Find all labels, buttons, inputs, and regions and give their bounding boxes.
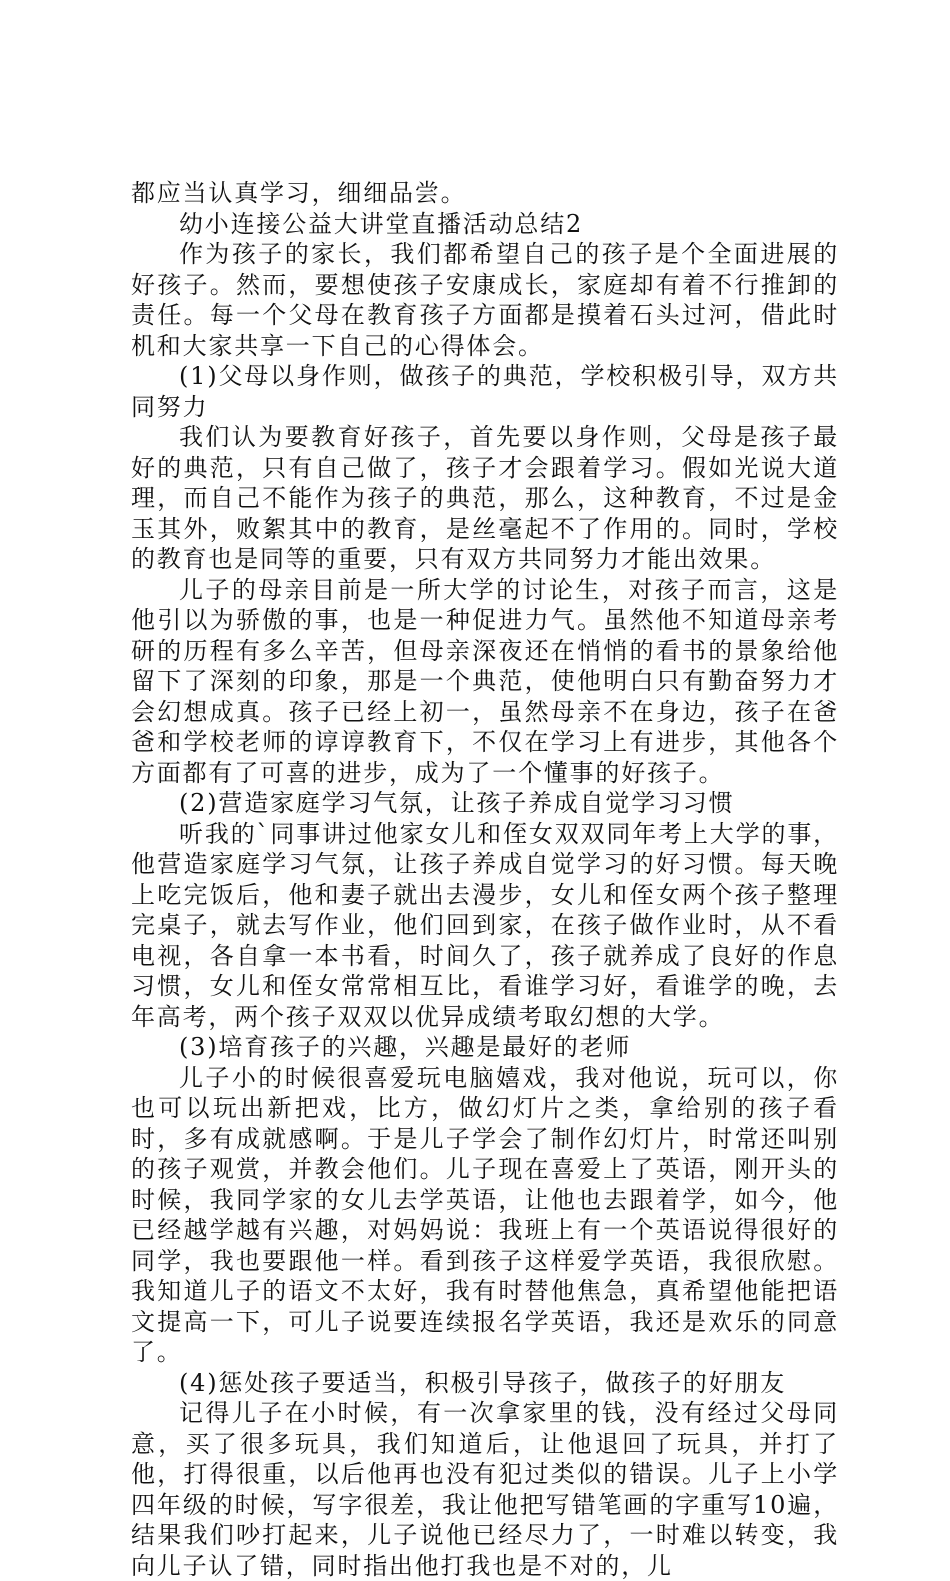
section-heading-3: (3)培育孩子的兴趣，兴趣是最好的老师 — [179, 1033, 632, 1061]
paragraph: 儿子小的时候很喜爱玩电脑嬉戏，我对他说，玩可以，你也可以玩出新把戏，比方，做幻灯片之类，拿给别的孩子看时，多有成就感啊。于是儿子学会了制作幻灯片，时常还叫别的孩子观赏，并教会他们。儿子现在喜爱上了英语，刚开头的时候，我同学家的女儿去学英语，让他也去跟着学，如今，他已经越学越有兴趣，对妈妈说：我班上有一个英语说得很好的同学，我也要跟他一样。看到孩子这样爱学英语，我很欣慰。我知道儿子的语文不太好，我有时替他焦急，真希望他能把语文提高一下，可儿子说要连续报名学英语，我还是欢乐的同意了。 — [131, 1063, 839, 1366]
section-heading-4: (4)惩处孩子要适当，积极引导孩子，做孩子的好朋友 — [179, 1368, 786, 1397]
paragraph: 我们认为要教育好孩子，首先要以身作则，父母是孩子最好的典范，只有自己做了，孩子才会跟着学习。假如光说大道理，而自己不能作为孩子的典范，那么，这种教育，不过是金玉其外，败絮其中的教育，是丝毫起不了作用的。同时，学校的教育也是同等的重要，只有双方共同努力才能出效果。 — [131, 423, 839, 573]
section-heading-1: (1)父母以身作则，做孩子的典范，学校积极引导，双方共同努力 — [131, 362, 839, 421]
paragraph: 听我的`同事讲过他家女儿和侄女双双同年考上大学的事，他营造家庭学习气氛，让孩子养成自觉学习的好习惯。每天晚上吃完饭后，他和妻子就出去漫步，女儿和侄女两个孩子整理完桌子，就去写作业，他们回到家，在孩子做作业时，从不看电视，各自拿一本书看，时间久了，孩子就养成了良好的作息习惯，女儿和侄女常常相互比，看谁学习好，看谁学的晚，去年高考，两个孩子双双以优异成绩考取幻想的大学。 — [131, 819, 839, 1031]
paragraph: 儿子的母亲目前是一所大学的讨论生，对孩子而言，这是他引以为骄傲的事，也是一种促进力气。虽然他不知道母亲考研的历程有多么辛苦，但母亲深夜还在悄悄的看书的景象给他留下了深刻的印象，那是一个典范，使他明白只有勤奋努力才会幻想成真。孩子已经上初一，虽然母亲不在身边，孩子在爸爸和学校老师的谆谆教育下，不仅在学习上有进步，其他各个方面都有了可喜的进步，成为了一个懂事的好孩子。 — [131, 575, 839, 787]
document-body — [131, 178, 839, 1581]
paragraph-continuation: 都应当认真学习，细细品尝。 — [131, 179, 467, 207]
section-heading-2: (2)营造家庭学习气氛，让孩子养成自觉学习习惯 — [179, 789, 735, 817]
paragraph: 记得儿子在小时候，有一次拿家里的钱，没有经过父母同意，买了很多玩具，我们知道后，让他退回了玩具，并打了他，打得很重，以后他再也没有犯过类似的错误。儿子上小学四年级的时候，写字很差，我让他把写错笔画的字重写10遍，结果我们吵打起来，儿子说他已经尽力了，一时难以转变，我向儿子认了错，同时指出他打我也是不对的，儿 — [131, 1399, 839, 1580]
section-title: 幼小连接公益大讲堂直播活动总结2 — [179, 209, 584, 238]
paragraph: 作为孩子的家长，我们都希望自己的孩子是个全面进展的好孩子。然而，要想使孩子安康成长，家庭却有着不行推卸的责任。每一个父母在教育孩子方面都是摸着石头过河，借此时机和大家共享一下自己的心得体会。 — [131, 240, 839, 360]
